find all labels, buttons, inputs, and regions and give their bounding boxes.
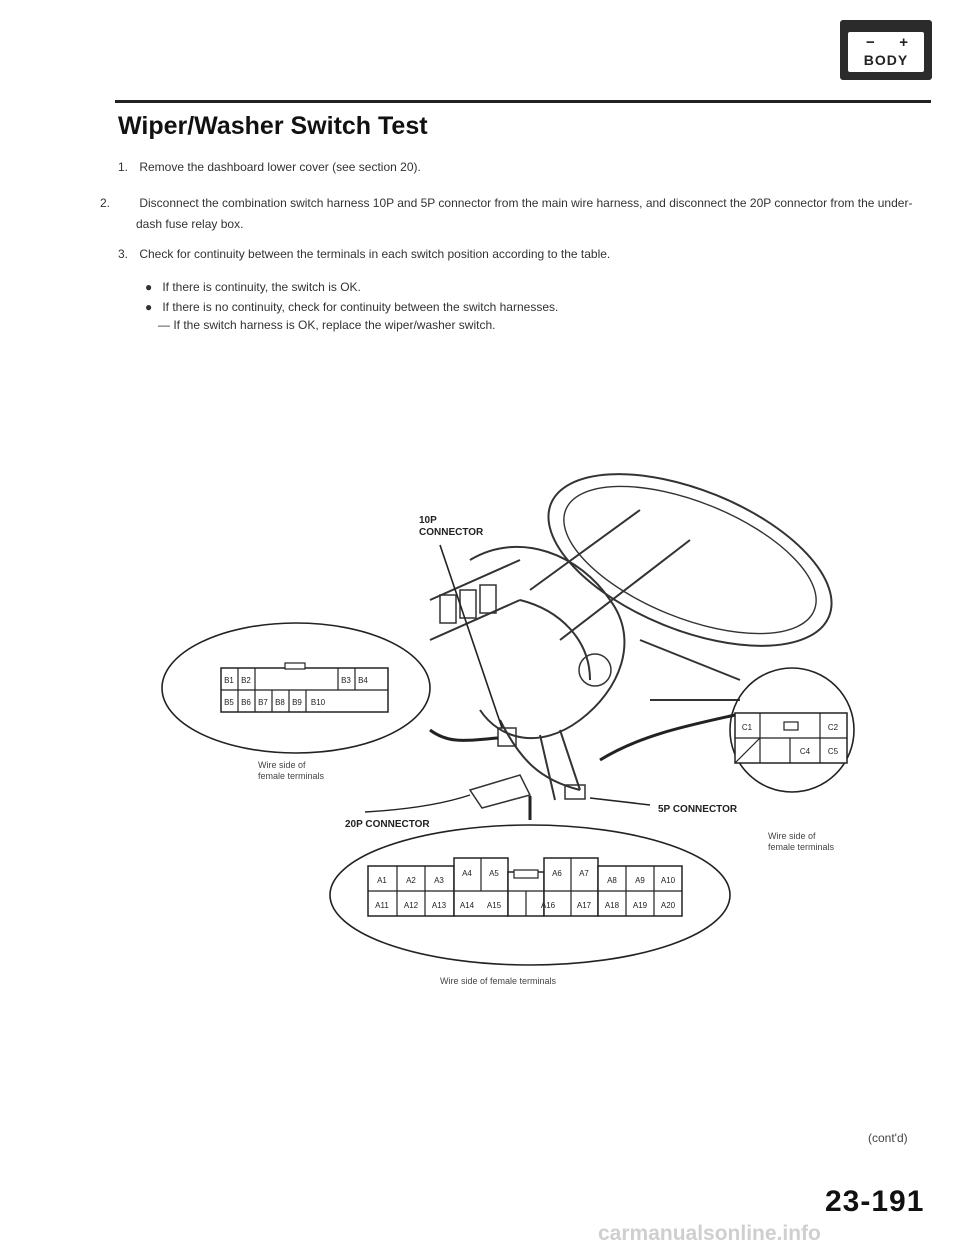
- page-number: 23-191: [825, 1185, 925, 1218]
- battery-minus-terminal: −: [866, 34, 875, 51]
- terminal-a4: A4: [462, 869, 472, 878]
- terminal-a16: A16: [540, 901, 556, 910]
- connector-20p-latch: [514, 870, 538, 878]
- step-text: Remove the dashboard lower cover (see section 20).: [139, 160, 421, 174]
- terminal-a17: A17: [576, 901, 592, 910]
- wire-side-5p-line2: female terminals: [768, 842, 835, 852]
- label-10p-line2: CONNECTOR: [419, 527, 484, 538]
- connector-5p: [730, 668, 854, 792]
- wire-side-20p: Wire side of female terminals: [440, 976, 557, 986]
- terminal-a11: A11: [375, 901, 389, 910]
- step-text: Disconnect the combination switch harness 10P and 5P connector from the main wire harness, and disconnect the 20P connector from the under-dash fuse relay box.: [136, 196, 913, 231]
- step-number: 1.: [118, 160, 129, 174]
- wire-side-5p-line1: Wire side of: [768, 831, 816, 841]
- terminal-c2: C2: [827, 723, 839, 732]
- step-number: 2.: [100, 196, 111, 210]
- terminal-b5: B5: [224, 698, 234, 707]
- section-badge-label: BODY: [863, 52, 909, 68]
- terminal-a9: A9: [635, 876, 645, 885]
- terminal-a3: A3: [434, 876, 444, 885]
- terminal-a12: A12: [403, 901, 419, 910]
- bullet-text: If there is continuity, the switch is OK.: [162, 280, 361, 294]
- terminal-b1: B1: [224, 676, 234, 685]
- terminal-a14: A14: [459, 901, 475, 910]
- terminal-c4: C4: [799, 747, 811, 756]
- wire-side-10p-line1: Wire side of: [258, 760, 306, 770]
- terminal-b7: B7: [258, 698, 268, 707]
- terminal-a7: A7: [579, 869, 589, 878]
- step-number: 3.: [118, 247, 129, 261]
- terminal-a1: A1: [377, 876, 387, 885]
- step-text: Check for continuity between the terminals in each switch position according to the table.: [139, 247, 611, 261]
- page-title: Wiper/Washer Switch Test: [118, 112, 428, 140]
- label-10p-line1: 10P: [419, 515, 437, 526]
- terminal-b8: B8: [275, 698, 285, 707]
- connector-20p: [330, 825, 730, 965]
- wire-side-10p-line2: female terminals: [258, 771, 325, 781]
- label-5p-connector: 5P CONNECTOR: [658, 804, 738, 815]
- terminal-a8: A8: [607, 876, 617, 885]
- terminal-c5: C5: [827, 747, 839, 756]
- terminal-b6: B6: [241, 698, 251, 707]
- terminal-b4: B4: [358, 676, 368, 685]
- connector-5p-latch: [784, 722, 798, 730]
- bullet-text: If there is no continuity, check for continuity between the switch harnesses.: [162, 300, 559, 314]
- connector-10p: [162, 623, 430, 753]
- battery-plus-terminal: +: [899, 34, 908, 51]
- connector-10p-latch: [285, 663, 305, 669]
- watermark: carmanualsonline.info: [598, 1222, 821, 1245]
- terminal-a13: A13: [431, 901, 447, 910]
- terminal-a5: A5: [489, 869, 499, 878]
- continued-note: (cont'd): [868, 1131, 908, 1145]
- terminal-a10: A10: [660, 876, 676, 885]
- bullet-dot-icon: ●: [145, 280, 153, 294]
- label-20p-connector: 20P CONNECTOR: [345, 819, 430, 830]
- sub-bullet: — If the switch harness is OK, replace the wiper/washer switch.: [158, 318, 496, 332]
- terminal-a18: A18: [604, 901, 620, 910]
- terminal-a15: A15: [486, 901, 502, 910]
- terminal-a2: A2: [406, 876, 416, 885]
- terminal-a6: A6: [552, 869, 562, 878]
- terminal-b2: B2: [241, 676, 251, 685]
- terminal-a19: A19: [632, 901, 648, 910]
- terminal-b3: B3: [341, 676, 351, 685]
- terminal-c1: C1: [741, 723, 753, 732]
- bullet-dot-icon: ●: [145, 300, 153, 314]
- terminal-a20: A20: [660, 901, 676, 910]
- terminal-b10: B10: [310, 698, 326, 707]
- terminal-b9: B9: [292, 698, 302, 707]
